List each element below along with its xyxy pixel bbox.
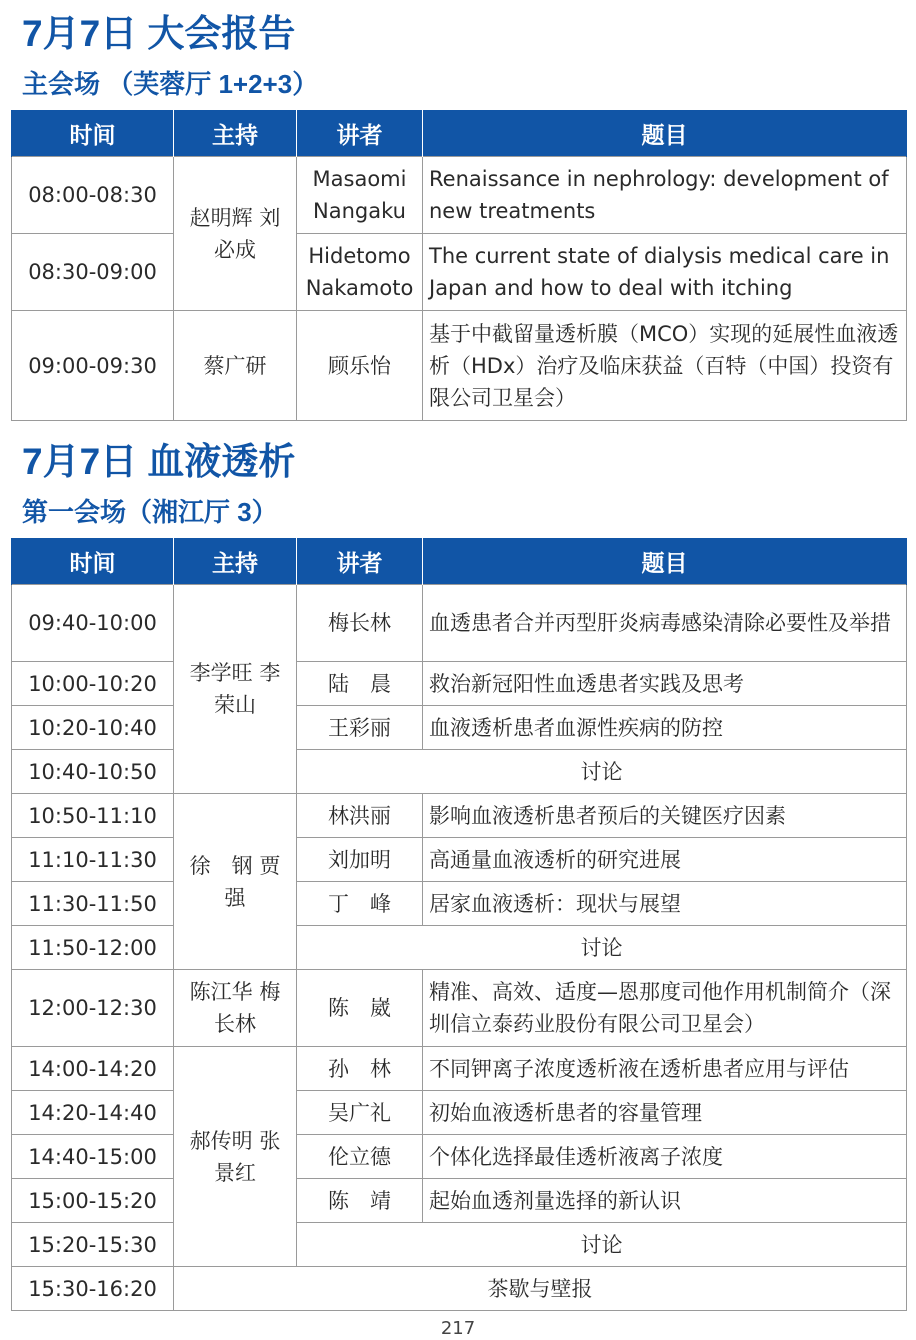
time-cell: 10:20-10:40 — [12, 706, 174, 750]
hemodialysis-schedule-table — [11, 538, 907, 1311]
time-cell: 08:00-08:30 — [12, 157, 174, 234]
speaker-cell: 孙 林 — [297, 1047, 423, 1091]
speaker-cell: 刘加明 — [297, 838, 423, 882]
table-row — [12, 1047, 907, 1091]
table-header-row — [12, 538, 907, 585]
discussion-cell: 讨论 — [297, 750, 907, 794]
table-row — [12, 1179, 907, 1223]
table-row — [12, 234, 907, 311]
header-speaker: 讲者 — [297, 110, 423, 157]
header-host: 主持 — [174, 110, 297, 157]
topic-cell: 救治新冠阳性血透患者实践及思考 — [423, 662, 907, 706]
topic-cell: 起始血透剂量选择的新认识 — [423, 1179, 907, 1223]
time-cell: 11:50-12:00 — [12, 926, 174, 970]
tea-break-cell: 茶歇与壁报 — [174, 1267, 907, 1311]
table-row — [12, 838, 907, 882]
section2-title: 7月7日 血液透析 — [22, 441, 296, 482]
table-row — [12, 794, 907, 838]
topic-cell: 初始血液透析患者的容量管理 — [423, 1091, 907, 1135]
table-row — [12, 585, 907, 662]
speaker-cell: 顾乐怡 — [297, 311, 423, 421]
table-row — [12, 1091, 907, 1135]
time-cell: 12:00-12:30 — [12, 970, 174, 1047]
header-time: 时间 — [12, 538, 174, 585]
time-cell: 09:40-10:00 — [12, 585, 174, 662]
speaker-cell: 陆 晨 — [297, 662, 423, 706]
header-speaker: 讲者 — [297, 538, 423, 585]
topic-cell: 基于中截留量透析膜（MCO）实现的延展性血液透析（HDx）治疗及临床获益（百特（中国）投资有限公司卫星会） — [423, 311, 907, 421]
table-row — [12, 1223, 907, 1267]
host-cell: 赵明辉 刘必成 — [174, 157, 297, 311]
topic-cell: Renaissance in nephrology: development of new treatments — [423, 157, 907, 234]
topic-cell: 个体化选择最佳透析液离子浓度 — [423, 1135, 907, 1179]
table-row — [12, 706, 907, 750]
table-row — [12, 882, 907, 926]
header-topic: 题目 — [423, 538, 907, 585]
time-cell: 10:00-10:20 — [12, 662, 174, 706]
time-cell: 08:30-09:00 — [12, 234, 174, 311]
table-row — [12, 311, 907, 421]
time-cell: 15:20-15:30 — [12, 1223, 174, 1267]
topic-cell: 高通量血液透析的研究进展 — [423, 838, 907, 882]
time-cell: 09:00-09:30 — [12, 311, 174, 421]
topic-cell: 血透患者合并丙型肝炎病毒感染清除必要性及举措 — [423, 585, 907, 662]
host-cell: 陈江华 梅长林 — [174, 970, 297, 1047]
section1-title: 7月7日 大会报告 — [22, 13, 296, 54]
speaker-cell: 丁 峰 — [297, 882, 423, 926]
speaker-cell: 陈 靖 — [297, 1179, 423, 1223]
table-row — [12, 1135, 907, 1179]
discussion-cell: 讨论 — [297, 1223, 907, 1267]
header-host: 主持 — [174, 538, 297, 585]
section1-subtitle: 主会场 （芙蓉厅 1+2+3） — [22, 69, 319, 99]
time-cell: 15:30-16:20 — [12, 1267, 174, 1311]
time-cell: 10:50-11:10 — [12, 794, 174, 838]
host-cell: 郝传明 张景红 — [174, 1047, 297, 1267]
topic-cell: 影响血液透析患者预后的关键医疗因素 — [423, 794, 907, 838]
topic-cell: 不同钾离子浓度透析液在透析患者应用与评估 — [423, 1047, 907, 1091]
speaker-cell: 梅长林 — [297, 585, 423, 662]
header-topic: 题目 — [423, 110, 907, 157]
table-row — [12, 157, 907, 234]
host-cell: 徐 钢 贾 强 — [174, 794, 297, 970]
table-row — [12, 662, 907, 706]
topic-cell: The current state of dialysis medical care in Japan and how to deal with itching — [423, 234, 907, 311]
topic-cell: 血液透析患者血源性疾病的防控 — [423, 706, 907, 750]
speaker-cell: Hidetomo Nakamoto — [297, 234, 423, 311]
time-cell: 14:40-15:00 — [12, 1135, 174, 1179]
time-cell: 11:10-11:30 — [12, 838, 174, 882]
discussion-cell: 讨论 — [297, 926, 907, 970]
header-time: 时间 — [12, 110, 174, 157]
table-row — [12, 970, 907, 1047]
time-cell: 15:00-15:20 — [12, 1179, 174, 1223]
speaker-cell: 陈 崴 — [297, 970, 423, 1047]
speaker-cell: 吴广礼 — [297, 1091, 423, 1135]
speaker-cell: 林洪丽 — [297, 794, 423, 838]
time-cell: 11:30-11:50 — [12, 882, 174, 926]
page-number: 217 — [440, 1318, 476, 1339]
table-row — [12, 926, 907, 970]
plenary-schedule-table — [11, 110, 907, 421]
topic-cell: 精准、高效、适度—恩那度司他作用机制简介（深圳信立泰药业股份有限公司卫星会） — [423, 970, 907, 1047]
speaker-cell: 伦立德 — [297, 1135, 423, 1179]
table-row — [12, 1267, 907, 1311]
section2-subtitle: 第一会场（湘江厅 3） — [22, 497, 278, 527]
host-cell: 蔡广研 — [174, 311, 297, 421]
table-row — [12, 750, 907, 794]
speaker-cell: Masaomi Nangaku — [297, 157, 423, 234]
topic-cell: 居家血液透析：现状与展望 — [423, 882, 907, 926]
time-cell: 14:20-14:40 — [12, 1091, 174, 1135]
time-cell: 10:40-10:50 — [12, 750, 174, 794]
time-cell: 14:00-14:20 — [12, 1047, 174, 1091]
table-header-row — [12, 110, 907, 157]
speaker-cell: 王彩丽 — [297, 706, 423, 750]
host-cell: 李学旺 李荣山 — [174, 585, 297, 794]
